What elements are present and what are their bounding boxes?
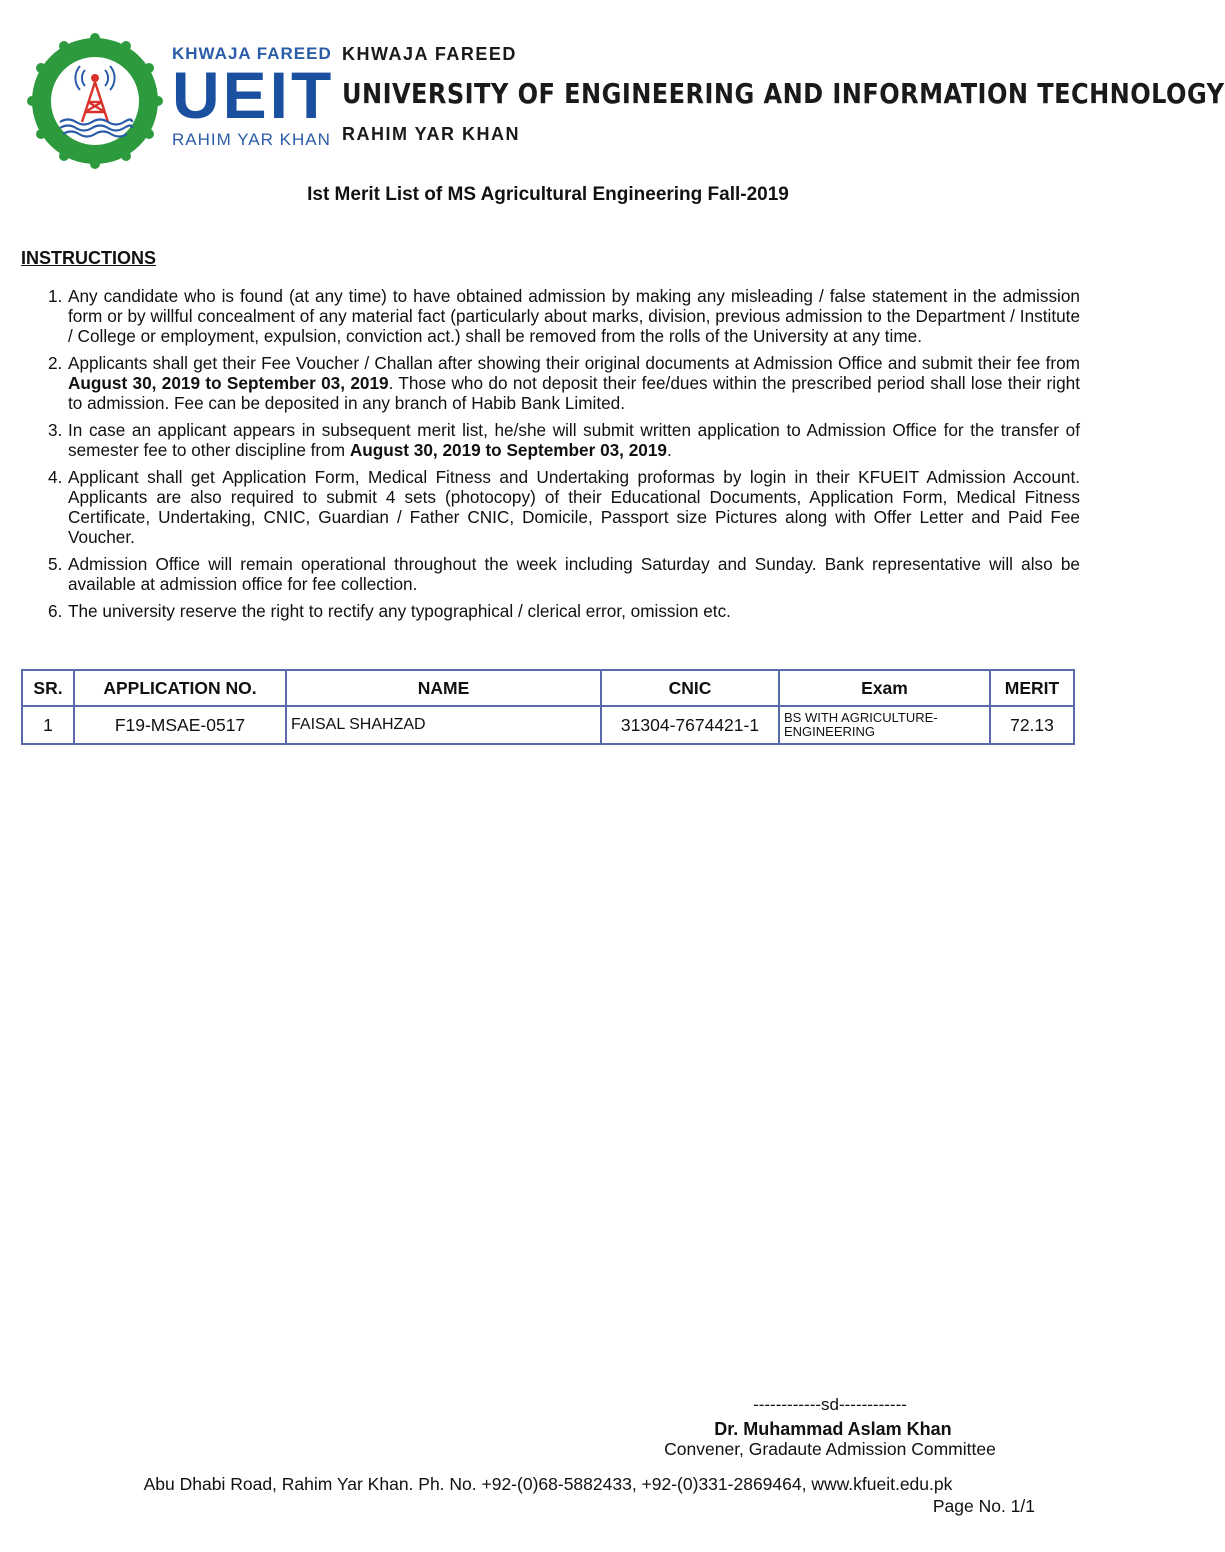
column-header-sr: SR. [22,670,74,706]
column-header-application-no: APPLICATION NO. [74,670,286,706]
page-number: Page No. 1/1 [932,1496,1035,1516]
column-header-cnic: CNIC [601,670,779,706]
document-title: Ist Merit List of MS Agricultural Engineering Fall-2019 [307,184,789,205]
cell-sr: 1 [22,706,74,744]
signatory-name: Dr. Muhammad Aslam Khan [714,1419,952,1439]
brand-top-text: KHWAJA FAREED [172,44,332,63]
university-name-block [342,44,1225,145]
deadline-dates: August 30, 2019 to September 03, 2019 [349,440,667,460]
instruction-item: 6. The university reserve the right to rectify any typographical / clerical error, omission etc. [48,601,731,621]
university-city: RAHIM YAR KHAN [342,124,521,144]
brand-acronym: UEIT [172,58,335,132]
cell-merit: 72.13 [990,706,1074,744]
column-header-exam: Exam [779,670,990,706]
cell-exam: BS WITH AGRICULTURE-ENGINEERING [779,706,990,744]
university-seal-logo [30,36,160,166]
cell-name: FAISAL SHAHZAD [286,706,601,744]
signatory-role: Convener, Gradaute Admission Committee [664,1439,996,1459]
university-top-text: KHWAJA FAREED [342,44,517,64]
instruction-item: 4. Applicant shall get Application Form, Medical Fitness and Undertaking proformas by login in their KFUEIT Admission Account. Applicants are also required to submit 4 sets (photocopy) of their Educational Documents, Application Form, Medical Fitness Certificate, Undertaking, CNIC, Guardian / Father CNIC, Domicile, Passport size Pictures along with Offer Letter and Paid Fee Voucher. [48,467,1080,547]
instruction-item: 1. Any candidate who is found (at any time) to have obtained admission by making any misleading / false statement in the admission form or by willful concealment of any material fact (particularly about marks, division, previous admission to the Department / Institute / College or employment, expulsion, conviction act.) shall be removed from the rolls of the University at any time. [48,286,1080,346]
cell-application-no: F19-MSAE-0517 [74,706,286,744]
column-header-name: NAME [286,670,601,706]
instruction-item: 2. Applicants shall get their Fee Voucher / Challan after showing their original documents at Admission Office and submit their fee from August 30, 2019 to September 03, 2019. Those who do not deposit their fee/dues within the prescribed period shall lose their right to admission. Fee can be deposited in any branch of Habib Bank Limited. [48,353,1080,413]
merit-list-table [21,669,1075,745]
university-full-name: UNIVERSITY OF ENGINEERING AND INFORMATION TECHNOLOGY [342,77,1225,110]
instruction-item: 3. In case an applicant appears in subsequent merit list, he/she will submit written application to Admission Office for the transfer of semester fee to other discipline from August 30, 2019 to September 03, 2019. [48,420,1080,460]
brand-block [172,44,335,150]
footer-address: Abu Dhabi Road, Rahim Yar Khan. Ph. No. +92-(0)68-5882433, +92-(0)331-2869464, www.kfueit.edu.pk [143,1474,953,1494]
column-header-merit: MERIT [990,670,1074,706]
brand-bottom-text: RAHIM YAR KHAN [172,130,331,149]
table-header-row [22,670,1074,706]
deadline-dates: August 30, 2019 to September 03, 2019 [68,373,389,393]
instructions-list [22,286,1080,628]
letterhead [30,36,1225,166]
instructions-heading: INSTRUCTIONS [21,248,156,268]
instruction-item: 5. Admission Office will remain operational throughout the week including Saturday and Sunday. Bank representative will also be available at admission office for fee collection. [48,554,1080,594]
signature-sd-line: ------------sd------------ [753,1395,907,1414]
table-row [22,706,1074,744]
cell-cnic: 31304-7674421-1 [601,706,779,744]
